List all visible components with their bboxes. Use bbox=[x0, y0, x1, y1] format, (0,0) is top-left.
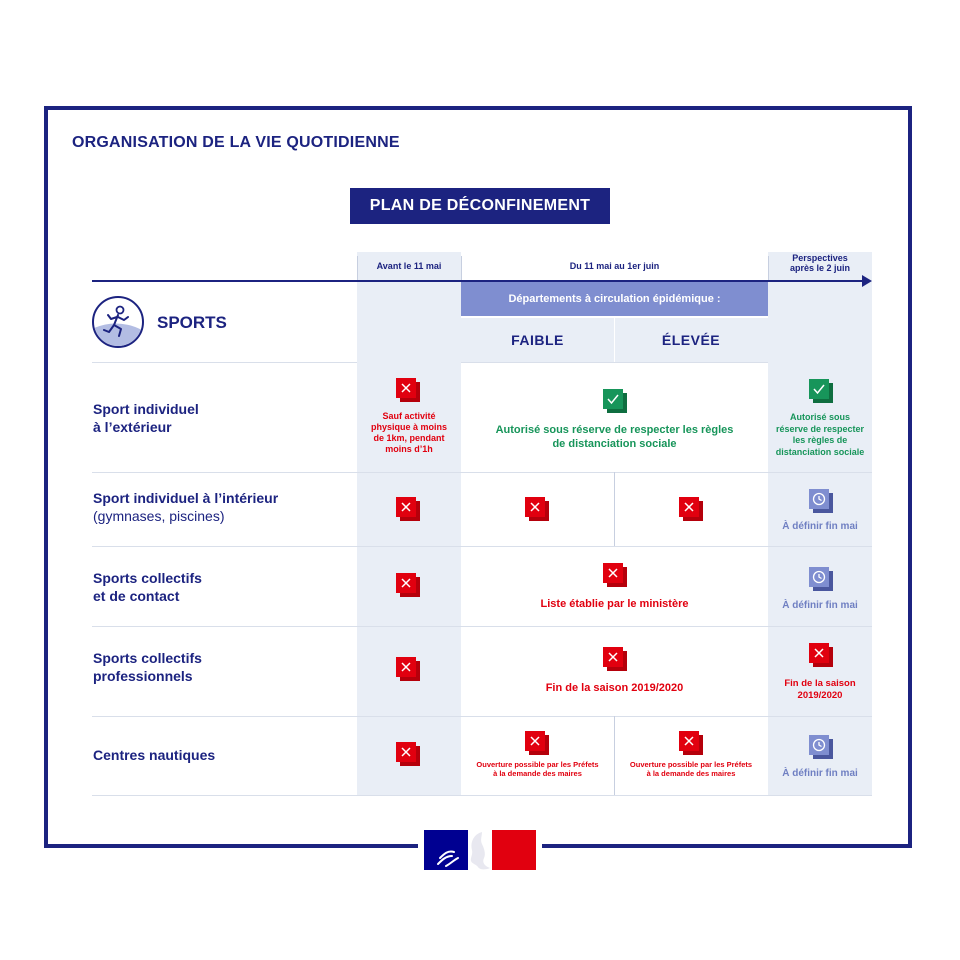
perspectives-note: À définir fin mai bbox=[782, 600, 858, 611]
cross-box-icon bbox=[602, 646, 628, 672]
faible-note bbox=[461, 760, 614, 778]
timeline-arrow-icon bbox=[862, 275, 872, 287]
marianne-logo bbox=[424, 828, 536, 872]
table-row-label bbox=[93, 400, 199, 436]
header-perspectives bbox=[768, 253, 872, 273]
cross-box-icon bbox=[395, 377, 421, 403]
note-line: à la demande des maires bbox=[646, 769, 736, 778]
row-label-line1: Centres nautiques bbox=[93, 747, 216, 763]
cross-box-icon bbox=[678, 730, 704, 756]
row-divider bbox=[92, 362, 357, 363]
cross-box-icon bbox=[395, 572, 421, 598]
table-row-label bbox=[93, 649, 202, 685]
check-box-icon bbox=[602, 388, 628, 414]
header-during: Du 11 mai au 1er juin bbox=[569, 261, 660, 271]
cross-box-icon bbox=[524, 496, 550, 522]
clock-box-icon bbox=[808, 734, 834, 760]
mid-note: Fin de la saison 2019/2020 bbox=[545, 682, 684, 694]
row-divider bbox=[461, 362, 768, 363]
note-line: Fin de la saison bbox=[784, 678, 856, 689]
row-divider bbox=[92, 795, 872, 796]
row-label-line1: Sports collectifs bbox=[93, 650, 202, 666]
row-label-line2: (gymnases, piscines) bbox=[93, 508, 225, 524]
elevee-note bbox=[614, 760, 768, 778]
cell-divider bbox=[614, 716, 615, 795]
mid-note bbox=[461, 423, 768, 451]
header-divider bbox=[357, 256, 358, 280]
note-line: 2019/2020 bbox=[797, 689, 843, 701]
column-faible: FAIBLE bbox=[511, 332, 564, 348]
clock-box-icon bbox=[808, 488, 834, 514]
cross-box-icon bbox=[602, 562, 628, 588]
note-line: Autorisé sous réserve de respecter les règles bbox=[495, 424, 734, 436]
header-divider bbox=[768, 256, 769, 280]
row-divider bbox=[92, 626, 872, 627]
note-line: réserve de respecter bbox=[775, 423, 865, 434]
plan-title-banner: PLAN DE DÉCONFINEMENT bbox=[350, 188, 610, 224]
table-row-label bbox=[93, 746, 215, 764]
note-line: Sauf activité bbox=[382, 411, 436, 421]
section-title: ORGANISATION DE LA VIE QUOTIDIENNE bbox=[72, 134, 400, 151]
header-avant: Avant le 11 mai bbox=[376, 261, 442, 271]
cross-box-icon bbox=[808, 642, 834, 668]
note-line: distanciation sociale bbox=[775, 446, 865, 457]
note-line: physique à moins bbox=[370, 422, 448, 432]
row-label-line2: à l’extérieur bbox=[93, 419, 172, 435]
column-divider bbox=[614, 318, 615, 362]
note-line: moins d’1h bbox=[385, 444, 433, 454]
header-perspectives-line2: après le 2 juin bbox=[789, 263, 851, 273]
cross-box-icon bbox=[395, 656, 421, 682]
perspectives-note bbox=[768, 678, 872, 701]
row-label-line1: Sport individuel à l’intérieur bbox=[93, 490, 279, 506]
cell-divider bbox=[614, 472, 615, 546]
clock-box-icon bbox=[808, 566, 834, 592]
running-person-icon bbox=[92, 296, 144, 348]
table-row-label bbox=[93, 489, 278, 525]
column-avant-background bbox=[357, 252, 461, 796]
note-line: Autorisé sous bbox=[789, 412, 850, 422]
row-label-line2: professionnels bbox=[93, 668, 193, 684]
row-label-line1: Sport individuel bbox=[93, 401, 199, 417]
row-label-line1: Sports collectifs bbox=[93, 570, 202, 586]
note-line: les règles de bbox=[792, 435, 848, 445]
cross-box-icon bbox=[395, 741, 421, 767]
note-line: de distanciation sociale bbox=[552, 438, 677, 450]
note-line: Ouverture possible par les Préfets bbox=[629, 760, 753, 769]
table-row-label bbox=[93, 569, 202, 605]
category-label: SPORTS bbox=[157, 313, 227, 332]
note-line: Ouverture possible par les Préfets bbox=[476, 760, 599, 769]
check-box-icon bbox=[808, 378, 834, 404]
header-perspectives-line1: Perspectives bbox=[792, 253, 848, 263]
header-divider bbox=[461, 256, 462, 280]
note-line: à la demande des maires bbox=[493, 769, 582, 778]
perspectives-note: À définir fin mai bbox=[782, 521, 858, 532]
perspectives-note bbox=[768, 412, 872, 458]
cross-box-icon bbox=[524, 730, 550, 756]
row-divider bbox=[92, 472, 872, 473]
mid-note: Liste établie par le ministère bbox=[540, 598, 689, 610]
column-elevee: ÉLEVÉE bbox=[661, 332, 721, 348]
avant-note bbox=[357, 411, 461, 455]
cross-box-icon bbox=[395, 496, 421, 522]
row-divider bbox=[92, 546, 872, 547]
departments-header: Départements à circulation épidémique : bbox=[461, 282, 768, 316]
perspectives-note: À définir fin mai bbox=[782, 768, 858, 779]
note-line: de 1km, pendant bbox=[373, 433, 445, 443]
row-divider bbox=[92, 716, 872, 717]
row-label-line2: et de contact bbox=[93, 588, 180, 604]
cross-box-icon bbox=[678, 496, 704, 522]
